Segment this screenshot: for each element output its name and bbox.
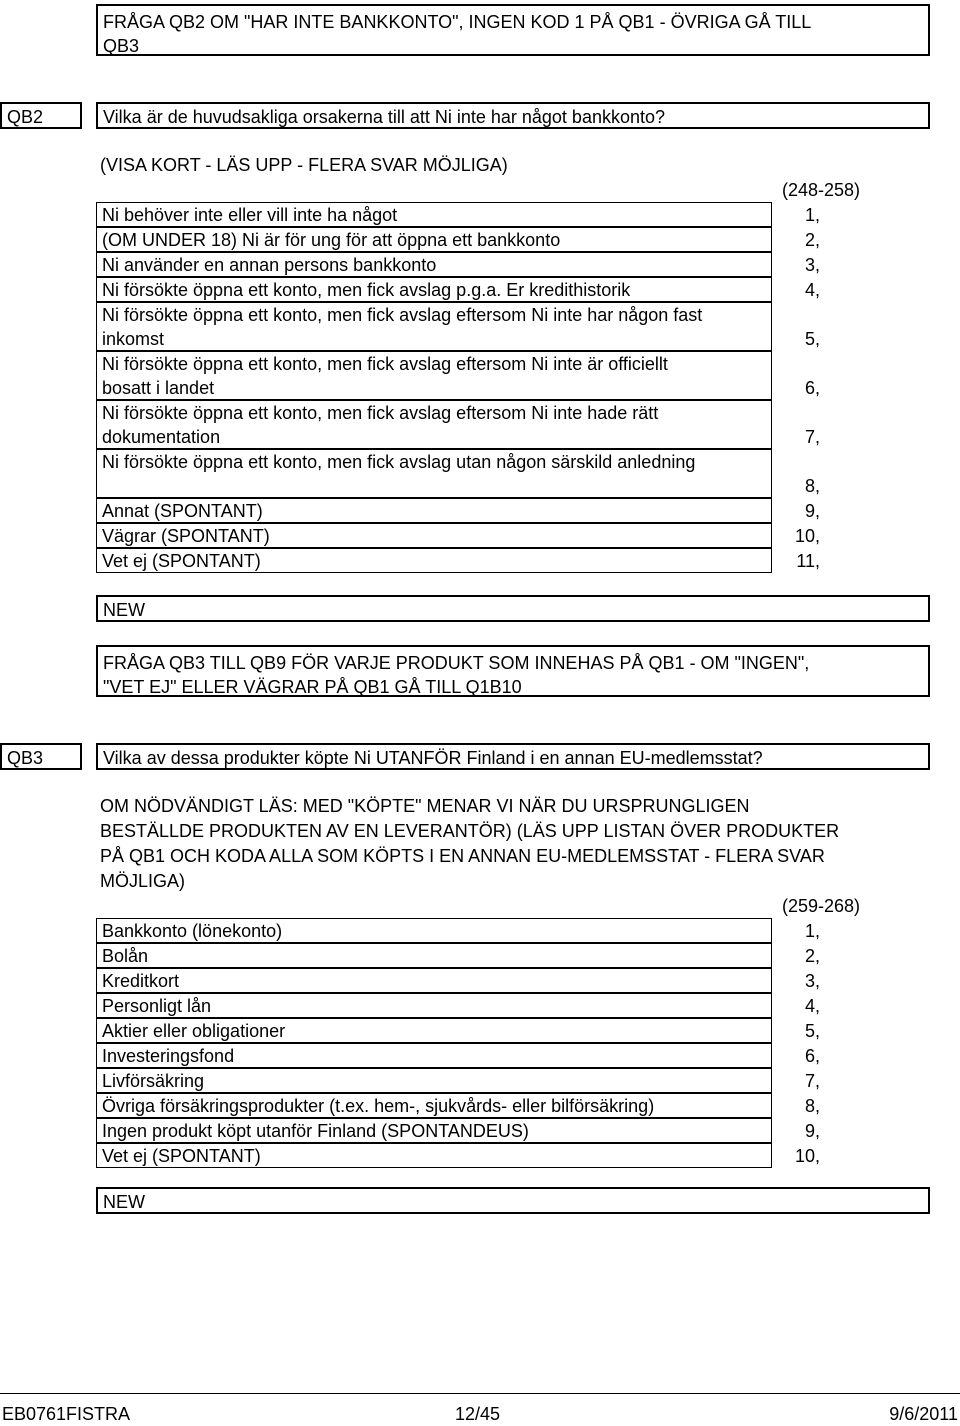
answer-code: 4, [804,280,820,300]
question-note-qb3 [100,794,839,894]
answer-code: 7, [804,427,820,447]
answer-option[interactable]: Personligt lån [96,993,772,1018]
answer-option[interactable]: Vet ej (SPONTANT) [96,548,772,573]
answer-code: 1, [804,205,820,225]
code-range-qb3: (259-268) [781,896,860,916]
question-note-qb2: (VISA KORT - LÄS UPP - FLERA SVAR MÖJLIGA) [100,155,508,175]
answer-code: 8, [804,1096,820,1116]
answer-code: 9, [804,1121,820,1141]
footer-doc-id: EB0761FISTRA [2,1404,131,1424]
answer-option[interactable]: Investeringsfond [96,1043,772,1068]
code-range-qb2: (248-258) [781,180,860,200]
answer-code: 3, [804,971,820,991]
routing-instruction-qb2 [96,4,930,56]
answer-option[interactable]: Ni behöver inte eller vill inte ha något [96,202,772,227]
question-text-qb3: Vilka av dessa produkter köpte Ni UTANFÖR Finland i en annan EU-medlemsstat? [96,743,930,770]
answer-option[interactable]: Ingen produkt köpt utanför Finland (SPONTANDEUS) [96,1118,772,1143]
footer-rule [0,1393,960,1394]
answer-code: 6, [804,1046,820,1066]
question-id-qb2: QB2 [0,102,82,129]
routing-instruction-qb3 [96,645,930,697]
answer-code: 10, [794,1146,820,1166]
answer-code: 6, [804,378,820,398]
new-marker-qb3: NEW [96,1187,930,1214]
answer-option[interactable]: Ni försökte öppna ett konto, men fick avslag eftersom Ni inte är officiellt bosatt i landet [96,351,772,400]
question-id-qb3: QB3 [0,743,82,770]
answer-option[interactable]: Kreditkort [96,968,772,993]
answer-option[interactable]: (OM UNDER 18) Ni är för ung för att öppna ett bankkonto [96,227,772,252]
note-line: OM NÖDVÄNDIGT LÄS: MED "KÖPTE" MENAR VI NÄR DU URSPRUNGLIGEN [100,796,750,816]
note-line: PÅ QB1 OCH KODA ALLA SOM KÖPTS I EN ANNAN EU-MEDLEMSSTAT - FLERA SVAR [100,846,825,866]
footer-page-number: 12/45 [455,1404,501,1424]
answer-code: 11, [796,551,820,571]
answer-option[interactable]: Ni försökte öppna ett konto, men fick avslag p.g.a. Er kredithistorik [96,277,772,302]
answer-option[interactable]: Vet ej (SPONTANT) [96,1143,772,1168]
answer-code: 2, [804,946,820,966]
answer-code: 8, [804,476,820,496]
answer-option[interactable]: Annat (SPONTANT) [96,498,772,523]
instruction-line: FRÅGA QB2 OM "HAR INTE BANKKONTO", INGEN KOD 1 PÅ QB1 - ÖVRIGA GÅ TILL [103,12,812,32]
instruction-line: "VET EJ" ELLER VÄGRAR PÅ QB1 GÅ TILL Q1B10 [103,677,522,697]
answer-code: 1, [804,921,820,941]
answer-option[interactable]: Ni använder en annan persons bankkonto [96,252,772,277]
answer-option[interactable]: Ni försökte öppna ett konto, men fick avslag utan någon särskild anledning [96,449,772,498]
new-marker-qb2: NEW [96,595,930,622]
answer-code: 4, [804,996,820,1016]
answer-option[interactable]: Aktier eller obligationer [96,1018,772,1043]
answer-code: 2, [804,230,820,250]
answer-option[interactable]: Livförsäkring [96,1068,772,1093]
answer-option[interactable]: Övriga försäkringsprodukter (t.ex. hem-, sjukvårds- eller bilförsäkring) [96,1093,772,1118]
answer-option[interactable]: Ni försökte öppna ett konto, men fick avslag eftersom Ni inte hade rätt dokumentation [96,400,772,449]
note-line: BESTÄLLDE PRODUKTEN AV EN LEVERANTÖR) (LÄS UPP LISTAN ÖVER PRODUKTER [100,821,840,841]
note-line: MÖJLIGA) [100,871,186,891]
footer-date: 9/6/2011 [889,1404,958,1424]
instruction-line: FRÅGA QB3 TILL QB9 FÖR VARJE PRODUKT SOM INNEHAS PÅ QB1 - OM "INGEN", [103,653,810,673]
answer-code: 3, [804,255,820,275]
answer-option[interactable]: Bolån [96,943,772,968]
answer-option[interactable]: Ni försökte öppna ett konto, men fick avslag eftersom Ni inte har någon fast inkomst [96,302,772,351]
instruction-line: QB3 [103,36,140,56]
answer-option[interactable]: Vägrar (SPONTANT) [96,523,772,548]
answer-code: 7, [804,1071,820,1091]
answer-code: 5, [804,1021,820,1041]
answer-option[interactable]: Bankkonto (lönekonto) [96,918,772,943]
answer-code: 5, [804,329,820,349]
answer-code: 9, [804,501,820,521]
question-text-qb2: Vilka är de huvudsakliga orsakerna till att Ni inte har något bankkonto? [96,102,930,129]
answer-code: 10, [794,526,820,546]
